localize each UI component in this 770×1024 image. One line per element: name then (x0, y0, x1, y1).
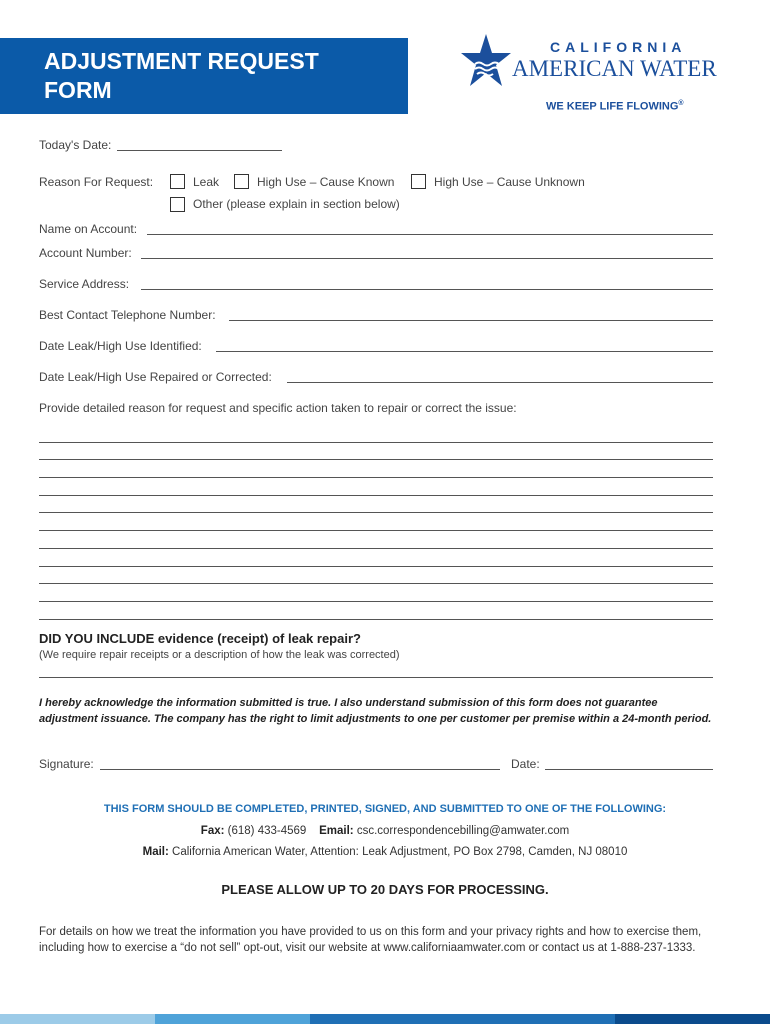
star-logo-icon (461, 32, 511, 88)
submission-heading: THIS FORM SHOULD BE COMPLETED, PRINTED, SIGNED, AND SUBMITTED TO ONE OF THE FOLLOWING: (103, 803, 667, 815)
cause-unknown-checkbox[interactable] (411, 174, 426, 189)
date-repaired-label: Date Leak/High Use Repaired or Corrected: (39, 370, 272, 384)
date-repaired-field[interactable] (287, 382, 713, 383)
other-label: Other (please explain in section below) (193, 197, 400, 211)
reason-label: Reason For Request: (39, 175, 154, 189)
cause-known-label: High Use – Cause Known (257, 175, 395, 189)
explanation-area[interactable] (39, 425, 713, 620)
footer-bar-segment (155, 1014, 310, 1024)
fax-label: Fax: (200, 825, 225, 837)
registered-mark: ® (678, 100, 684, 107)
explanation-line[interactable] (39, 496, 713, 514)
explanation-line[interactable] (39, 513, 713, 531)
evidence-note: (We require repair receipts or a description of how the leak was corrected) (39, 649, 400, 661)
name-on-account-field[interactable] (147, 234, 713, 235)
form-title-line1: ADJUSTMENT REQUEST (44, 48, 319, 74)
signature-label: Signature: (39, 757, 94, 771)
mail-value: California American Water, Attention: Leak Adjustment, PO Box 2798, Camden, NJ 08010 (172, 846, 628, 858)
cause-known-checkbox[interactable] (234, 174, 249, 189)
form-title (44, 47, 319, 105)
leak-label: Leak (193, 175, 220, 189)
explanation-line[interactable] (39, 567, 713, 585)
name-on-account-label: Name on Account: (39, 222, 138, 236)
evidence-question: DID YOU INCLUDE evidence (receipt) of leak repair? (39, 631, 361, 646)
signature-field[interactable] (100, 769, 500, 770)
footer-bar-segment (310, 1014, 615, 1024)
service-address-field[interactable] (141, 289, 713, 290)
email-value[interactable]: csc.correspondencebilling@amwater.com (356, 825, 570, 837)
leak-checkbox[interactable] (170, 174, 185, 189)
cause-unknown-label: High Use – Cause Unknown (434, 175, 585, 189)
explanation-line[interactable] (39, 602, 713, 620)
fax-email-line (0, 825, 770, 837)
signature-date-field[interactable] (545, 769, 713, 770)
account-number-label: Account Number: (39, 246, 132, 260)
explanation-line[interactable] (39, 443, 713, 461)
todays-date-label: Today's Date: (39, 138, 112, 152)
tagline-text: WE KEEP LIFE FLOWING (546, 100, 679, 113)
acknowledgement-text: I hereby acknowledge the information submitted is true. I also understand submission of this form does not guarantee adjustment issuance. The company has the right to limit adjustments to one per customer per premise within a 24-month period. (39, 697, 712, 725)
footer-bar-segment (0, 1014, 155, 1024)
processing-notice: PLEASE ALLOW UP TO 20 DAYS FOR PROCESSING. (221, 882, 549, 897)
email-label: Email: (319, 825, 354, 837)
logo-state-text: CALIFORNIA (550, 39, 687, 55)
other-checkbox[interactable] (170, 197, 185, 212)
date-identified-field[interactable] (216, 351, 713, 352)
explanation-line[interactable] (39, 478, 713, 496)
detail-prompt: Provide detailed reason for request and specific action taken to repair or correct the issue: (39, 401, 517, 415)
explanation-line[interactable] (39, 425, 713, 443)
explanation-line[interactable] (39, 584, 713, 602)
footer-bar-segment (615, 1014, 770, 1024)
privacy-notice: For details on how we treat the information you have provided to us on this form and your privacy rights and how to exercise them, including how to exercise a “do not sell” opt-out, visit our website at www.californiaamwater.com or contact us at 1-888-237-1333. (39, 926, 702, 954)
form-title-line2: FORM (44, 77, 112, 103)
phone-label: Best Contact Telephone Number: (39, 308, 216, 322)
explanation-line[interactable] (39, 531, 713, 549)
date-identified-label: Date Leak/High Use Identified: (39, 339, 202, 353)
explanation-line[interactable] (39, 460, 713, 478)
account-number-field[interactable] (141, 258, 713, 259)
explanation-line[interactable] (39, 549, 713, 567)
service-address-label: Service Address: (39, 277, 130, 291)
phone-field[interactable] (229, 320, 713, 321)
mail-line (0, 846, 770, 858)
evidence-field[interactable] (39, 677, 713, 678)
logo-company-text: AMERICAN WATER (512, 56, 717, 81)
mail-label: Mail: (142, 846, 169, 858)
tagline (546, 100, 684, 113)
signature-date-label: Date: (511, 757, 540, 771)
todays-date-field[interactable] (117, 150, 282, 151)
fax-value: (618) 433-4569 (227, 825, 307, 837)
